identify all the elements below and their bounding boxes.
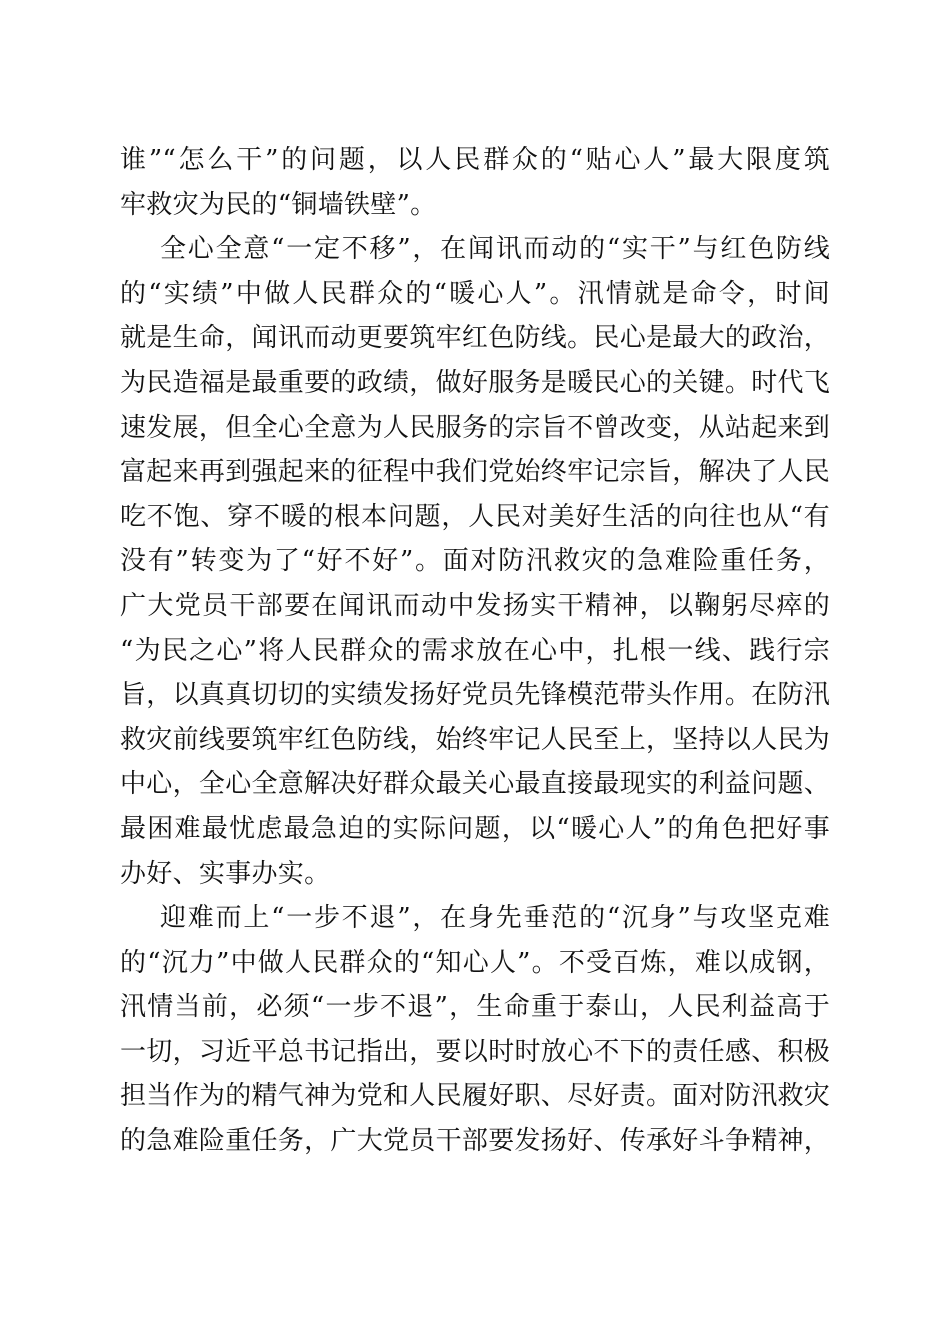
text-line: 最困难最忧虑最急迫的实际问题，以“暖心人”的角色把好事 xyxy=(120,813,830,844)
text-line: 全心全意“一定不移”，在闻讯而动的“实干”与红色防线 xyxy=(160,234,830,265)
text-line: 就是生命，闻讯而动更要筑牢红色防线。民心是最大的政治， xyxy=(120,323,831,354)
text-line: 谁”“怎么干”的问题，以人民群众的“贴心人”最大限度筑 xyxy=(120,145,830,175)
text-line: 的急难险重任务，广大党员干部要发扬好、传承好斗争精神， xyxy=(120,1126,831,1157)
text-line: 旨，以真真切切的实绩发扬好党员先锋模范带头作用。在防汛 xyxy=(120,680,831,711)
body-text xyxy=(120,138,830,1164)
text-line: 没有”转变为了“好不好”。面对防汛救灾的急难险重任务， xyxy=(120,546,830,577)
text-line: 救灾前线要筑牢红色防线，始终牢记人民至上，坚持以人民为 xyxy=(120,724,831,755)
text-line: “为民之心”将人民群众的需求放在心中，扎根一线、践行宗 xyxy=(120,635,830,666)
text-line: 速发展，但全心全意为人民服务的宗旨不曾改变，从站起来到 xyxy=(120,412,831,443)
text-line: 担当作为的精气神为党和人民履好职、尽好责。面对防汛救灾 xyxy=(120,1081,831,1112)
text-line: 吃不饱、穿不暖的根本问题，人民对美好生活的向往也从“有 xyxy=(120,501,830,532)
text-line: 的“实绩”中做人民群众的“暖心人”。汛情就是命令，时间 xyxy=(120,278,830,309)
text-line: 广大党员干部要在闻讯而动中发扬实干精神，以鞠躬尽瘁的 xyxy=(120,590,830,621)
text-line: 一切，习近平总书记指出，要以时时放心不下的责任感、积极 xyxy=(120,1036,831,1067)
text-line: 汛情当前，必须“一步不退”，生命重于泰山，人民利益高于 xyxy=(120,992,830,1023)
text-line: 富起来再到强起来的征程中我们党始终牢记宗旨，解决了人民 xyxy=(120,457,831,488)
text-line: 迎难而上“一步不退”，在身先垂范的“沉身”与攻坚克难 xyxy=(160,903,830,934)
text-line: 为民造福是最重要的政绩，做好服务是暖民心的关键。时代飞 xyxy=(120,367,831,398)
text-line: 办好、实事办实。 xyxy=(120,858,331,889)
text-line: 的“沉力”中做人民群众的“知心人”。不受百炼，难以成钢， xyxy=(120,947,830,978)
text-line: 中心，全心全意解决好群众最关心最直接最现实的利益问题、 xyxy=(120,769,831,800)
text-line: 牢救灾为民的“铜墙铁壁”。 xyxy=(120,189,437,220)
